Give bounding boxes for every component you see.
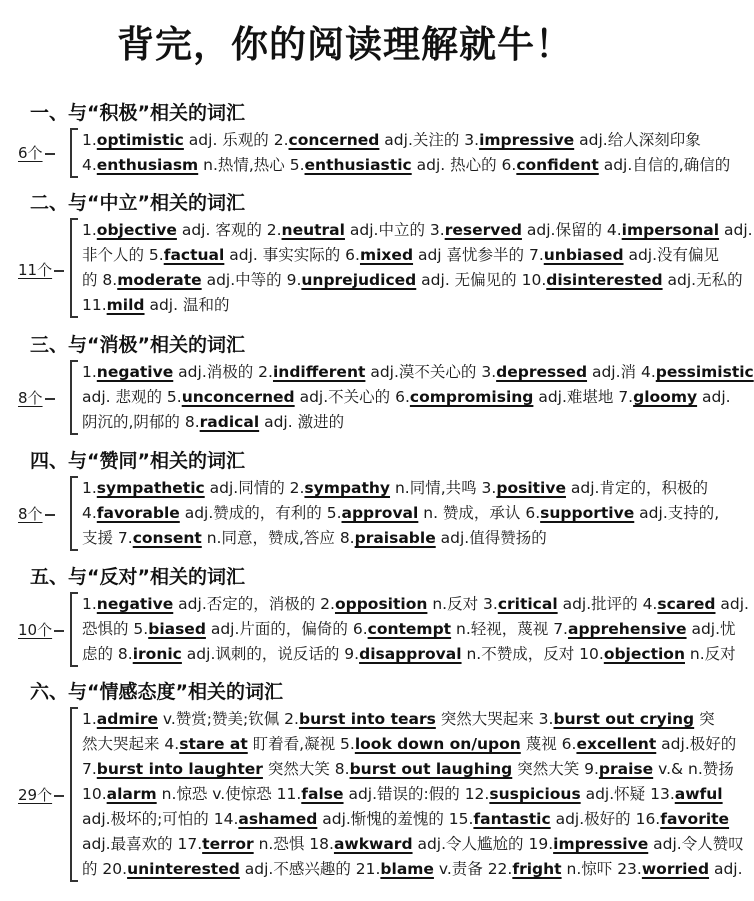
vocab-term: contempt — [367, 620, 452, 638]
vocab-text: 4. — [82, 504, 97, 522]
vocab-text: adj.极坏的;可怕的 14. — [82, 810, 239, 828]
vocab-term: mixed — [359, 246, 414, 264]
word-count: 10个 — [18, 621, 53, 639]
vocab-term: impersonal — [621, 221, 720, 239]
vocab-term: enthusiastic — [304, 156, 412, 174]
vocab-text: 1. — [82, 595, 97, 613]
section-body — [70, 360, 754, 435]
vocab-text: 支援 7. — [82, 529, 133, 547]
vocab-text: n.惊吓 23. — [561, 860, 642, 878]
vocab-term: unconcerned — [181, 388, 295, 406]
vocab-term: apprehensive — [568, 620, 687, 638]
vocab-term: excellent — [576, 735, 657, 753]
vocab-text: n.轻视，蔑视 7. — [451, 620, 568, 638]
vocab-text: n.同情,共鸣 3. — [390, 479, 497, 497]
vocab-line — [82, 501, 720, 526]
vocab-term: gloomy — [633, 388, 698, 406]
vocab-line — [82, 707, 715, 732]
vocab-line — [82, 218, 753, 243]
vocab-term: unprejudiced — [301, 271, 417, 289]
word-count: 6个 — [18, 144, 43, 162]
vocab-term: awful — [674, 785, 723, 803]
vocab-line — [82, 293, 668, 318]
vocab-text: v.责备 22. — [433, 860, 513, 878]
vocab-text: adj.极好的 16. — [550, 810, 661, 828]
vocab-term: favorite — [660, 810, 730, 828]
vocab-term: burst out crying — [553, 710, 695, 728]
vocab-text: 1. — [82, 221, 97, 239]
section-heading: 五、与“反对”相关的词汇 — [30, 566, 245, 588]
vocab-text: adj. — [719, 221, 753, 239]
vocab-text: 1. — [82, 363, 97, 381]
vocab-text: adj.最喜欢的 17. — [82, 835, 203, 853]
vocab-term: ironic — [132, 645, 182, 663]
vocab-term: negative — [96, 595, 174, 613]
vocab-term: objection — [603, 645, 685, 663]
vocab-text: 蔑视 6. — [520, 735, 577, 753]
vocab-text: 的 8. — [82, 271, 118, 289]
vocab-text: 10. — [82, 785, 107, 803]
vocab-line — [82, 782, 723, 807]
vocab-text: adj. 激进的 — [259, 413, 345, 431]
vocab-term: depressed — [496, 363, 588, 381]
section-body — [70, 218, 753, 318]
vocab-text: adj.否定的，消极的 2. — [173, 595, 335, 613]
word-count: 8个 — [18, 505, 43, 523]
vocab-term: neutral — [281, 221, 345, 239]
vocab-term: optimistic — [96, 131, 184, 149]
vocab-term: radical — [199, 413, 260, 431]
vocab-text: 4. — [82, 156, 97, 174]
vocab-term: biased — [148, 620, 206, 638]
vocab-line — [82, 153, 731, 178]
vocab-term: sympathetic — [96, 479, 205, 497]
vocab-line — [82, 128, 701, 153]
vocab-text: adj.中立的 3. — [344, 221, 445, 239]
vocab-term: burst into tears — [298, 710, 436, 728]
section-heading: 一、与“积极”相关的词汇 — [30, 102, 245, 124]
vocab-line — [82, 410, 668, 435]
vocab-term: opposition — [334, 595, 428, 613]
vocab-term: disinterested — [546, 271, 663, 289]
vocab-text: adj.保留的 4. — [521, 221, 622, 239]
vocab-line — [82, 476, 708, 501]
vocab-term: positive — [496, 479, 566, 497]
vocab-text: adj. — [697, 388, 731, 406]
vocab-text: 突然大笑 8. — [262, 760, 350, 778]
vocab-term: praisable — [354, 529, 436, 547]
section-positive — [0, 98, 731, 180]
vocab-line — [82, 757, 734, 782]
vocab-term: awkward — [333, 835, 413, 853]
section-heading: 六、与“情感态度”相关的词汇 — [30, 681, 283, 703]
vocab-term: false — [301, 785, 344, 803]
vocab-term: confident — [516, 156, 599, 174]
vocab-text: adj.肯定的，积极的 — [565, 479, 708, 497]
vocab-text: adj.支持的, — [634, 504, 720, 522]
section-heading: 二、与“中立”相关的词汇 — [30, 192, 245, 214]
vocab-text: adj 喜忧参半的 7. — [413, 246, 544, 264]
section-emotion — [0, 677, 744, 899]
vocab-text: adj. 温和的 — [144, 296, 230, 314]
vocab-text: 恐惧的 5. — [82, 620, 149, 638]
vocab-text: n.热情,热心 5. — [198, 156, 305, 174]
vocab-term: suspicious — [489, 785, 581, 803]
vocab-term: moderate — [117, 271, 202, 289]
section-neutral — [0, 188, 753, 323]
vocab-term: alarm — [106, 785, 157, 803]
vocab-text: adj.惭愧的羞愧的 15. — [317, 810, 474, 828]
vocab-line — [82, 268, 743, 293]
section-body — [70, 592, 749, 667]
vocab-term: fright — [512, 860, 562, 878]
vocab-line — [82, 243, 720, 268]
vocab-line — [82, 385, 731, 410]
vocab-term: praise — [598, 760, 654, 778]
section-body — [70, 707, 744, 882]
vocab-text: adj.值得赞扬的 — [435, 529, 547, 547]
vocab-text: 阴沉的,阴郁的 8. — [82, 413, 200, 431]
vocab-text: n.不赞成，反对 10. — [461, 645, 604, 663]
vocab-text: 非个人的 5. — [82, 246, 164, 264]
word-count: 11个 — [18, 261, 53, 279]
vocab-term: consent — [132, 529, 202, 547]
section-negative — [0, 330, 754, 440]
vocab-text: 11. — [82, 296, 107, 314]
vocab-text: n.同意，赞成,答应 8. — [201, 529, 355, 547]
vocab-text: adj. 事实实际的 6. — [224, 246, 360, 264]
vocab-text: 7. — [82, 760, 97, 778]
vocab-term: enthusiasm — [96, 156, 199, 174]
vocab-text: adj.极好的 — [656, 735, 737, 753]
vocab-text: adj.难堪地 7. — [533, 388, 634, 406]
vocab-line — [82, 832, 744, 857]
vocab-line — [82, 617, 736, 642]
vocab-term: blame — [380, 860, 434, 878]
vocab-text: 1. — [82, 131, 97, 149]
vocab-line — [82, 526, 668, 551]
vocab-text: n.反对 — [684, 645, 736, 663]
vocab-text: adj.中等的 9. — [201, 271, 302, 289]
vocab-line — [82, 642, 736, 667]
vocab-term: pessimistic — [655, 363, 754, 381]
vocab-text: v.赞赏;赞美;钦佩 2. — [157, 710, 299, 728]
vocab-text: adj. 乐观的 2. — [183, 131, 289, 149]
vocab-term: burst into laughter — [96, 760, 263, 778]
vocab-text: adj.没有偏见 — [623, 246, 720, 264]
vocab-term: factual — [163, 246, 225, 264]
vocab-text: adj. — [709, 860, 743, 878]
vocab-line — [82, 732, 737, 757]
vocab-text: adj.同情的 2. — [204, 479, 305, 497]
vocab-line — [82, 360, 754, 385]
vocab-text: adj.漠不关心的 3. — [365, 363, 497, 381]
vocab-term: stare at — [179, 735, 248, 753]
vocab-text: adj.忧 — [686, 620, 736, 638]
vocab-text: 然大哭起来 4. — [82, 735, 180, 753]
vocab-text: 虑的 8. — [82, 645, 133, 663]
vocab-text: adj. 客观的 2. — [176, 221, 282, 239]
vocab-term: terror — [202, 835, 254, 853]
vocab-term: compromising — [409, 388, 534, 406]
vocab-text: 突然大笑 9. — [512, 760, 599, 778]
vocab-term: critical — [497, 595, 558, 613]
vocab-text: adj.消极的 2. — [173, 363, 273, 381]
section-opposition — [0, 562, 749, 672]
vocab-term: scared — [657, 595, 716, 613]
vocab-text: adj. — [715, 595, 749, 613]
vocab-text: 的 20. — [82, 860, 128, 878]
section-heading: 三、与“消极”相关的词汇 — [30, 334, 245, 356]
vocab-text: v.& n.赞扬 — [653, 760, 734, 778]
vocab-term: impressive — [553, 835, 649, 853]
vocab-text: 盯着看,凝视 5. — [247, 735, 355, 753]
word-count: 8个 — [18, 389, 43, 407]
vocab-text: adj.怀疑 13. — [580, 785, 675, 803]
vocab-term: reserved — [444, 221, 522, 239]
vocab-term: look down on/upon — [354, 735, 521, 753]
vocab-term: burst out laughing — [349, 760, 513, 778]
section-body — [70, 476, 720, 551]
vocab-text: adj.无私的 — [662, 271, 743, 289]
vocab-term: ashamed — [238, 810, 318, 828]
vocab-text: n.惊恐 v.使惊恐 11. — [156, 785, 302, 803]
vocab-term: approval — [341, 504, 419, 522]
vocab-text: adj.自信的,确信的 — [598, 156, 731, 174]
vocab-text: 1. — [82, 710, 97, 728]
vocab-term: unbiased — [543, 246, 624, 264]
section-approval — [0, 446, 720, 556]
vocab-text: adj.赞成的，有利的 5. — [179, 504, 342, 522]
vocab-term: negative — [96, 363, 174, 381]
vocab-text: n.恐惧 18. — [253, 835, 334, 853]
vocab-text: adj.讽刺的，说反话的 9. — [181, 645, 360, 663]
vocab-term: mild — [106, 296, 145, 314]
vocab-text: adj. 热心的 6. — [411, 156, 517, 174]
vocab-term: fantastic — [473, 810, 551, 828]
vocab-text: adj.给人深刻印象 — [574, 131, 701, 149]
vocab-text: adj.不关心的 6. — [294, 388, 410, 406]
vocab-term: indifferent — [272, 363, 366, 381]
vocab-term: favorable — [96, 504, 180, 522]
vocab-term: impressive — [479, 131, 575, 149]
vocab-term: concerned — [288, 131, 380, 149]
vocab-text: n. 赞成，承认 6. — [418, 504, 541, 522]
vocab-text: adj.关注的 3. — [379, 131, 480, 149]
vocab-term: admire — [96, 710, 158, 728]
vocab-line — [82, 592, 749, 617]
vocab-text: adj.令人赞叹 — [648, 835, 744, 853]
vocab-text: adj.消 4. — [587, 363, 656, 381]
vocab-term: sympathy — [304, 479, 391, 497]
vocab-line — [82, 807, 730, 832]
page-title: 背完，你的阅读理解就牛！ — [117, 23, 573, 66]
section-heading: 四、与“赞同”相关的词汇 — [30, 450, 245, 472]
vocab-text: adj.片面的，偏倚的 6. — [205, 620, 368, 638]
vocab-text: adj.批评的 4. — [557, 595, 658, 613]
word-count: 29个 — [18, 786, 53, 804]
vocab-term: disapproval — [359, 645, 462, 663]
vocab-term: supportive — [540, 504, 635, 522]
vocab-text: n.反对 3. — [427, 595, 498, 613]
vocab-text: 1. — [82, 479, 97, 497]
vocab-line — [82, 857, 743, 882]
section-body — [70, 128, 731, 178]
vocab-text: adj. 无偏见的 10. — [416, 271, 547, 289]
vocab-text: adj.不感兴趣的 21. — [239, 860, 381, 878]
vocab-text: adj.错误的:假的 12. — [343, 785, 490, 803]
vocab-text: adj.令人尴尬的 19. — [412, 835, 554, 853]
vocab-term: objective — [96, 221, 177, 239]
vocab-term: uninterested — [127, 860, 240, 878]
vocab-text: 突然大哭起来 3. — [435, 710, 554, 728]
vocab-text: adj. 悲观的 5. — [82, 388, 182, 406]
vocab-term: worried — [641, 860, 710, 878]
vocab-text: 突 — [694, 710, 715, 728]
